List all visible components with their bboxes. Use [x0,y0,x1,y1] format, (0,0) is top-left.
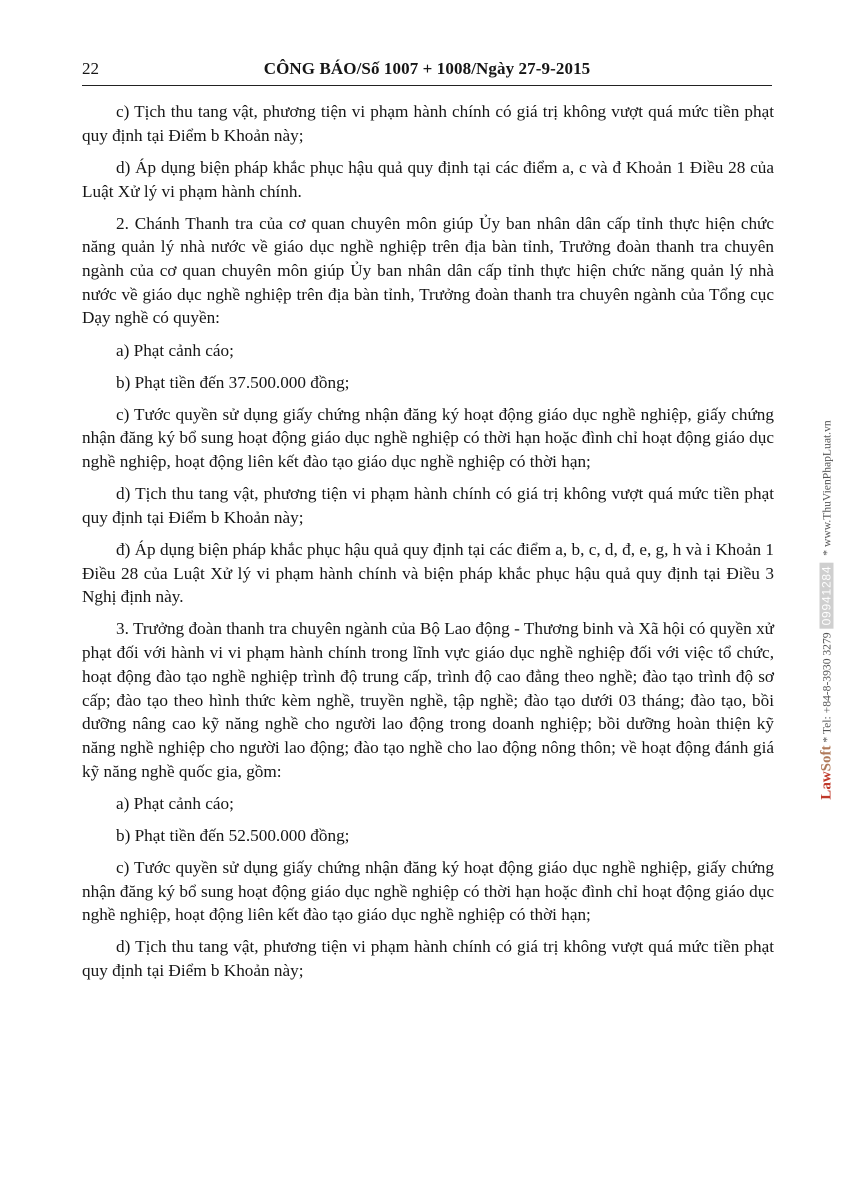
paragraph-1d-remedial: d) Áp dụng biện pháp khắc phục hậu quả quy định tại các điểm a, c và đ Khoản 1 Điều 28 của Luật Xử lý vi phạm hành chính. [82,157,774,201]
watermark-brand-soft: Soft [818,745,835,772]
lawsoft-watermark [808,392,846,828]
watermark-brand-law: Law [818,771,835,800]
paragraph-3b-fine: b) Phạt tiền đến 52.500.000 đồng; [116,825,350,845]
paragraph-2a-warning: a) Phạt cảnh cáo; [116,340,234,360]
watermark-document-code: 09941284 [820,563,834,629]
paragraph-3d-confiscation: d) Tịch thu tang vật, phương tiện vi phạm hành chính có giá trị không vượt quá mức tiền phạt quy định tại Điểm b Khoản này; [82,937,774,981]
paragraph-2c-revocation: c) Tước quyền sử dụng giấy chứng nhận đăng ký hoạt động giáo dục nghề nghiệp, giấy chứng nhận đăng ký bổ sung hoạt động giáo dục nghề nghiệp có thời hạn hoặc đình chỉ hoạt động giáo dục nghề nghiệp, hoạt động liên kết đào tạo giáo dục nghề nghiệp có thời hạn; [82,404,774,472]
paragraph-3a-warning: a) Phạt cảnh cáo; [116,793,234,813]
watermark-website: www.ThuVienPhapLuat.vn [820,420,834,548]
paragraph-2d-confiscation: d) Tịch thu tang vật, phương tiện vi phạm hành chính có giá trị không vượt quá mức tiền phạt quy định tại Điểm b Khoản này; [82,484,774,527]
watermark-text [819,420,836,799]
watermark-separator: * [820,547,834,559]
paragraph-2dd-remedial: đ) Áp dụng biện pháp khắc phục hậu quả quy định tại các điểm a, b, c, d, đ, e, g, h và i Khoản 1 Điều 28 của Luật Xử lý vi phạm hành chính và biện pháp khắc phục hậu quả quy định tại Điều 3 Nghị định này. [82,539,774,607]
gazette-title: CÔNG BÁO/Số 1007 + 1008/Ngày 27-9-2015 [263,59,591,78]
document-body [82,100,774,991]
paragraph-1c-confiscation: c) Tịch thu tang vật, phương tiện vi phạm hành chính có giá trị không vượt quá mức tiền phạt quy định tại Điểm b Khoản này; [82,102,774,145]
paragraph-3-ministry-inspector: 3. Trưởng đoàn thanh tra chuyên ngành của Bộ Lao động - Thương binh và Xã hội có quyền xử phạt đối với hành vi vi phạm hành chính trong lĩnh vực giáo dục nghề nghiệp đối với việc tổ chức, hoạt động đào tạo nghề nghiệp trình độ trung cấp, trình độ cao đẳng theo nghề; đào tạo trình độ sơ cấp; đào tạo theo hình thức kèm nghề, truyền nghề, tập nghề; đào tạo dưới 03 tháng; đào tạo, bồi dưỡng nâng cao kỹ năng nghề cho người lao động trong doanh nghiệp; bồi dưỡng hoàn thiện kỹ năng nghề nghiệp cho người lao động; đào tạo nghề cho lao động nông thôn; về hoạt động đánh giá kỹ năng nghề quốc gia, gồm: [82,619,774,781]
paragraph-2-provincial-inspector: 2. Chánh Thanh tra của cơ quan chuyên môn giúp Ủy ban nhân dân cấp tỉnh thực hiện chức năng quản lý nhà nước về giáo dục nghề nghiệp trên địa bàn tỉnh, Trưởng đoàn thanh tra chuyên ngành của cơ quan chuyên môn giúp Ủy ban nhân dân cấp tỉnh thực hiện chức năng quản lý nhà nước về giáo dục nghề nghiệp trên địa bàn tỉnh, Trưởng đoàn thanh tra chuyên ngành của Tổng cục Dạy nghề có quyền: [82,213,774,328]
page-number: 22 [82,59,99,78]
paragraph-3c-revocation: c) Tước quyền sử dụng giấy chứng nhận đăng ký hoạt động giáo dục nghề nghiệp, giấy chứng nhận đăng ký bổ sung hoạt động giáo dục nghề nghiệp có thời hạn hoặc đình chỉ hoạt động giáo dục nghề nghiệp, hoạt động liên kết đào tạo giáo dục nghề nghiệp có thời hạn; [82,857,774,925]
watermark-brand [819,746,835,800]
header-divider [82,85,772,86]
page-header [82,58,772,84]
watermark-phone: Tel: +84-8-3930 3279 [820,632,834,735]
paragraph-2b-fine: b) Phạt tiền đến 37.500.000 đồng; [116,372,350,392]
watermark-separator: * [820,734,834,746]
